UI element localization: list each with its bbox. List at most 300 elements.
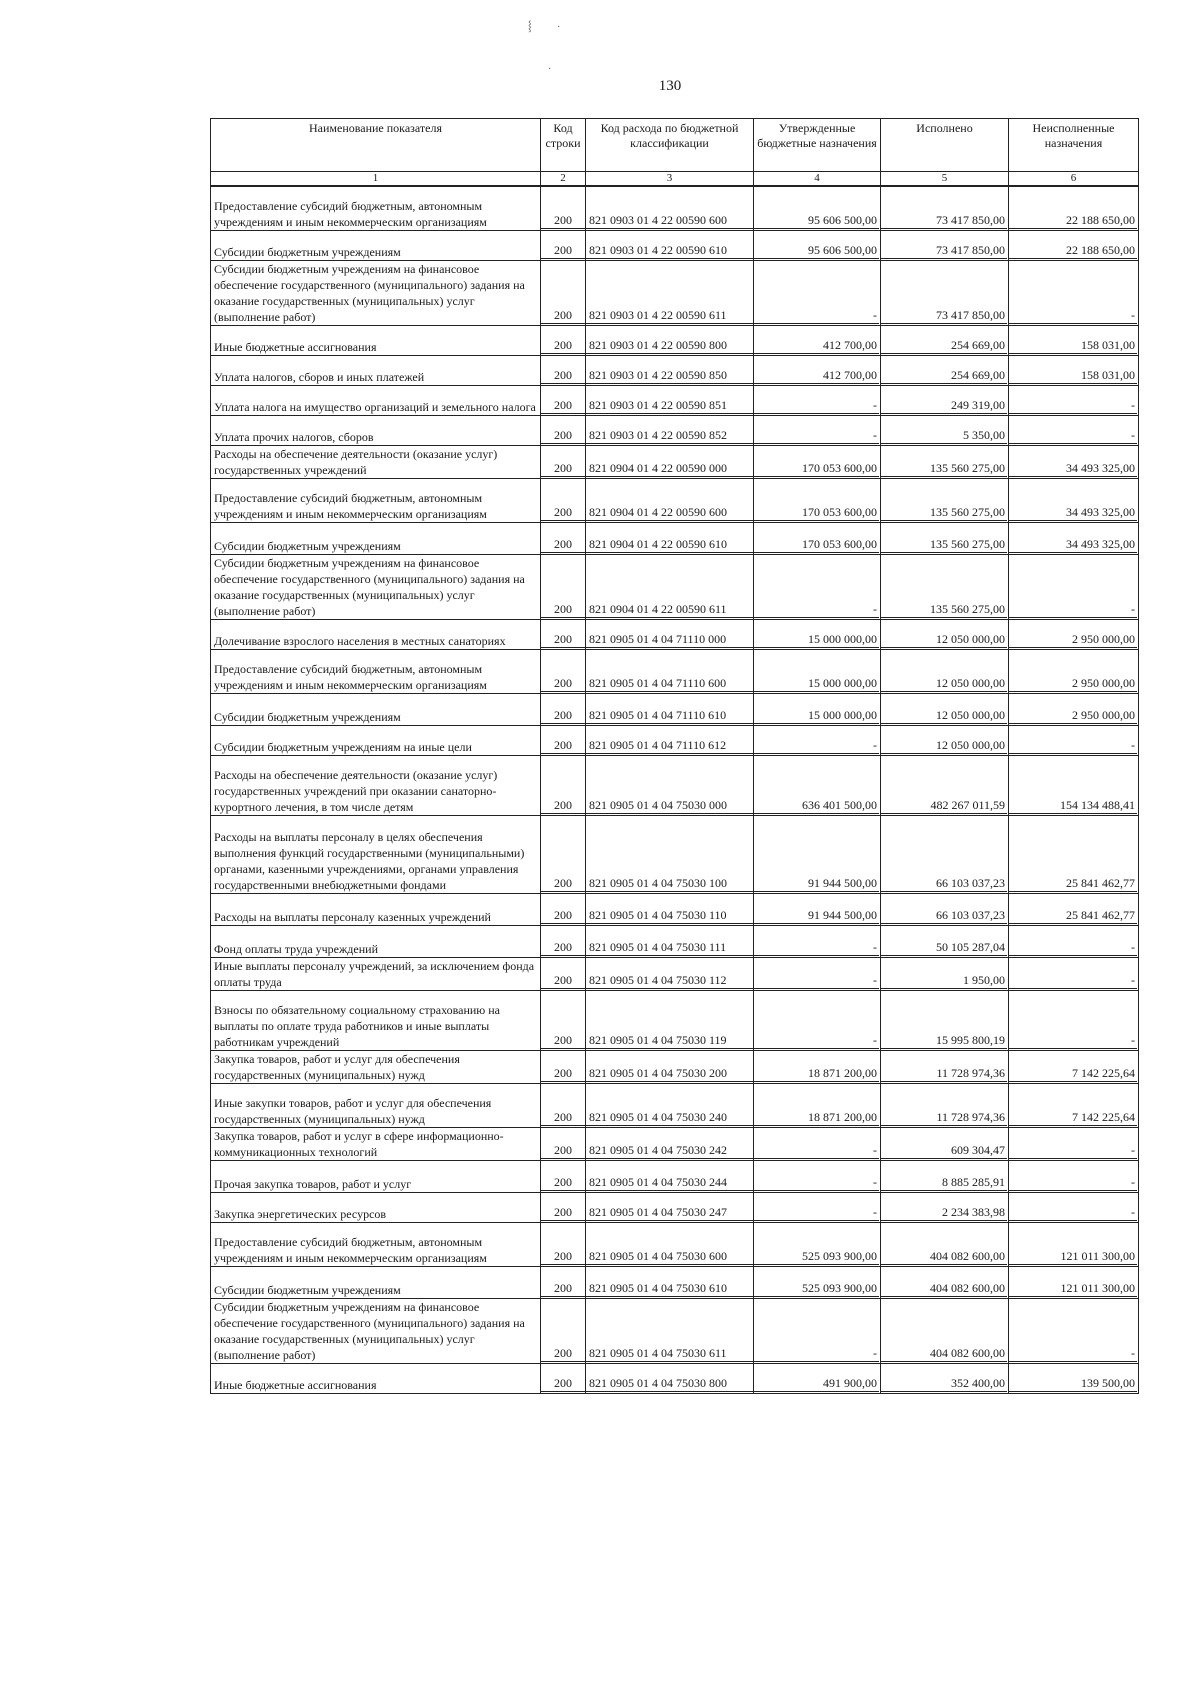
row-code: 200 <box>541 243 585 259</box>
row-executed-amount: 609 304,47 <box>881 1143 1007 1159</box>
row-unexecuted-amount: - <box>1009 1205 1137 1221</box>
row-approved-amount: 412 700,00 <box>754 338 879 354</box>
row-name: Субсидии бюджетным учреждениям <box>211 522 541 554</box>
row-unexecuted-amount-cell <box>1009 385 1139 415</box>
table-row <box>211 1127 1139 1160</box>
row-unexecuted-amount: 34 493 325,00 <box>1009 505 1137 521</box>
row-name: Долечивание взрослого населения в местных санаториях <box>211 619 541 649</box>
row-unexecuted-amount: 158 031,00 <box>1009 338 1137 354</box>
row-approved-amount: - <box>754 398 879 414</box>
row-classification-code: 821 0905 01 4 04 75030 112 <box>586 973 753 989</box>
table-row <box>211 385 1139 415</box>
row-executed-amount: 15 995 800,19 <box>881 1033 1007 1049</box>
row-classification-code: 821 0903 01 4 22 00590 610 <box>586 243 753 259</box>
row-name: Предоставление субсидий бюджетным, автономным учреждениям и иным некоммерческим организациям <box>211 478 541 522</box>
row-classification-code: 821 0905 01 4 04 75030 200 <box>586 1066 753 1082</box>
row-code-cell <box>541 957 586 990</box>
row-unexecuted-amount-cell <box>1009 1127 1139 1160</box>
table-row <box>211 445 1139 478</box>
row-unexecuted-amount: 25 841 462,77 <box>1009 908 1137 924</box>
row-name: Иные выплаты персоналу учреждений, за исключением фонда оплаты труда <box>211 957 541 990</box>
row-unexecuted-amount-cell <box>1009 1222 1139 1266</box>
row-classification-code-cell <box>586 325 754 355</box>
row-classification-code-cell <box>586 990 754 1050</box>
row-classification-code-cell <box>586 522 754 554</box>
row-code: 200 <box>541 461 585 477</box>
row-code-cell <box>541 522 586 554</box>
row-executed-amount-cell <box>881 186 1009 230</box>
row-code: 200 <box>541 505 585 521</box>
row-unexecuted-amount: - <box>1009 940 1137 956</box>
row-approved-amount-cell <box>754 478 881 522</box>
row-code: 200 <box>541 1033 585 1049</box>
row-approved-amount-cell <box>754 957 881 990</box>
row-executed-amount-cell <box>881 1222 1009 1266</box>
row-code: 200 <box>541 798 585 814</box>
row-approved-amount: 95 606 500,00 <box>754 213 879 229</box>
row-code-cell <box>541 478 586 522</box>
header-indicator-name: Наименование показателя <box>211 119 541 172</box>
row-unexecuted-amount: 7 142 225,64 <box>1009 1110 1137 1126</box>
row-approved-amount: 412 700,00 <box>754 368 879 384</box>
row-classification-code: 821 0905 01 4 04 75030 247 <box>586 1205 753 1221</box>
table-row <box>211 649 1139 693</box>
row-unexecuted-amount-cell <box>1009 415 1139 445</box>
row-code: 200 <box>541 1175 585 1191</box>
row-executed-amount: 404 082 600,00 <box>881 1249 1007 1265</box>
row-unexecuted-amount: - <box>1009 738 1137 754</box>
row-executed-amount-cell <box>881 649 1009 693</box>
row-approved-amount: 18 871 200,00 <box>754 1110 879 1126</box>
row-unexecuted-amount-cell <box>1009 693 1139 725</box>
row-approved-amount-cell <box>754 893 881 925</box>
row-approved-amount: 170 053 600,00 <box>754 461 879 477</box>
row-executed-amount-cell <box>881 554 1009 619</box>
row-executed-amount: 73 417 850,00 <box>881 243 1007 259</box>
column-number: 5 <box>881 172 1009 187</box>
row-executed-amount: 66 103 037,23 <box>881 908 1007 924</box>
row-name: Предоставление субсидий бюджетным, автономным учреждениям и иным некоммерческим организациям <box>211 1222 541 1266</box>
row-code-cell <box>541 815 586 893</box>
row-name: Иные закупки товаров, работ и услуг для обеспечения государственных (муниципальных) нужд <box>211 1083 541 1127</box>
row-name: Субсидии бюджетным учреждениям на финансовое обеспечение государственного (муниципального) задания на оказание государственных (муниципальных) услуг (выполнение работ) <box>211 260 541 325</box>
row-classification-code-cell <box>586 230 754 260</box>
table-row <box>211 1160 1139 1192</box>
row-unexecuted-amount: 121 011 300,00 <box>1009 1281 1137 1297</box>
row-classification-code-cell <box>586 925 754 957</box>
row-approved-amount-cell <box>754 1050 881 1083</box>
row-unexecuted-amount-cell <box>1009 355 1139 385</box>
row-executed-amount-cell <box>881 1192 1009 1222</box>
row-classification-code: 821 0905 01 4 04 75030 240 <box>586 1110 753 1126</box>
row-code-cell <box>541 260 586 325</box>
row-unexecuted-amount-cell <box>1009 522 1139 554</box>
row-executed-amount-cell <box>881 355 1009 385</box>
row-approved-amount: 15 000 000,00 <box>754 676 879 692</box>
row-name: Уплата прочих налогов, сборов <box>211 415 541 445</box>
row-executed-amount: 5 350,00 <box>881 428 1007 444</box>
row-approved-amount-cell <box>754 693 881 725</box>
table-row <box>211 355 1139 385</box>
row-code-cell <box>541 925 586 957</box>
row-classification-code-cell <box>586 893 754 925</box>
row-executed-amount-cell <box>881 755 1009 815</box>
header-approved: Утвержденные бюджетные назначения <box>754 119 881 172</box>
row-unexecuted-amount: 2 950 000,00 <box>1009 708 1137 724</box>
row-unexecuted-amount-cell <box>1009 1050 1139 1083</box>
row-name: Субсидии бюджетным учреждениям <box>211 230 541 260</box>
row-executed-amount: 482 267 011,59 <box>881 798 1007 814</box>
row-approved-amount-cell <box>754 755 881 815</box>
row-code-cell <box>541 445 586 478</box>
row-name: Предоставление субсидий бюджетным, автономным учреждениям и иным некоммерческим организациям <box>211 649 541 693</box>
row-name: Уплата налогов, сборов и иных платежей <box>211 355 541 385</box>
row-code: 200 <box>541 1205 585 1221</box>
table-row <box>211 260 1139 325</box>
row-executed-amount: 12 050 000,00 <box>881 676 1007 692</box>
row-executed-amount: 11 728 974,36 <box>881 1066 1007 1082</box>
row-code: 200 <box>541 1249 585 1265</box>
row-code-cell <box>541 186 586 230</box>
row-executed-amount-cell <box>881 1298 1009 1363</box>
row-unexecuted-amount: 34 493 325,00 <box>1009 461 1137 477</box>
column-number: 1 <box>211 172 541 187</box>
row-classification-code: 821 0905 01 4 04 75030 111 <box>586 940 753 956</box>
row-approved-amount: - <box>754 602 879 618</box>
row-approved-amount-cell <box>754 260 881 325</box>
row-code-cell <box>541 1083 586 1127</box>
row-unexecuted-amount-cell <box>1009 990 1139 1050</box>
row-name: Расходы на выплаты персоналу в целях обеспечения выполнения функций государственными (муниципальными) органами, казенными учреждениями, органами управления государственными внебюджетными фондами <box>211 815 541 893</box>
table-row <box>211 693 1139 725</box>
row-code: 200 <box>541 368 585 384</box>
row-unexecuted-amount: - <box>1009 428 1137 444</box>
row-approved-amount-cell <box>754 1083 881 1127</box>
row-unexecuted-amount-cell <box>1009 554 1139 619</box>
row-classification-code: 821 0904 01 4 22 00590 611 <box>586 602 753 618</box>
row-approved-amount-cell <box>754 925 881 957</box>
row-name: Расходы на обеспечение деятельности (оказание услуг) государственных учреждений <box>211 445 541 478</box>
row-code-cell <box>541 1298 586 1363</box>
row-approved-amount-cell <box>754 1363 881 1393</box>
row-classification-code-cell <box>586 478 754 522</box>
row-code-cell <box>541 693 586 725</box>
row-approved-amount: 170 053 600,00 <box>754 505 879 521</box>
row-name: Уплата налога на имущество организаций и земельного налога <box>211 385 541 415</box>
row-unexecuted-amount-cell <box>1009 1192 1139 1222</box>
row-unexecuted-amount-cell <box>1009 260 1139 325</box>
row-approved-amount: - <box>754 1205 879 1221</box>
row-name: Субсидии бюджетным учреждениям <box>211 693 541 725</box>
row-approved-amount: - <box>754 428 879 444</box>
row-approved-amount: - <box>754 1143 879 1159</box>
row-unexecuted-amount: 22 188 650,00 <box>1009 243 1137 259</box>
row-name: Предоставление субсидий бюджетным, автономным учреждениям и иным некоммерческим организациям <box>211 186 541 230</box>
row-classification-code-cell <box>586 1363 754 1393</box>
row-unexecuted-amount-cell <box>1009 445 1139 478</box>
row-approved-amount: 15 000 000,00 <box>754 708 879 724</box>
row-executed-amount-cell <box>881 1160 1009 1192</box>
table-row <box>211 755 1139 815</box>
row-unexecuted-amount: - <box>1009 308 1137 324</box>
row-unexecuted-amount: - <box>1009 1033 1137 1049</box>
budget-execution-table <box>210 118 1139 1394</box>
row-executed-amount: 66 103 037,23 <box>881 876 1007 892</box>
row-code: 200 <box>541 908 585 924</box>
column-number: 2 <box>541 172 586 187</box>
row-classification-code: 821 0903 01 4 22 00590 611 <box>586 308 753 324</box>
row-approved-amount-cell <box>754 1266 881 1298</box>
row-executed-amount-cell <box>881 1083 1009 1127</box>
row-unexecuted-amount: - <box>1009 1143 1137 1159</box>
row-approved-amount: - <box>754 738 879 754</box>
page-number: 130 <box>658 78 682 94</box>
table-row <box>211 522 1139 554</box>
row-unexecuted-amount-cell <box>1009 230 1139 260</box>
row-approved-amount-cell <box>754 619 881 649</box>
row-classification-code-cell <box>586 554 754 619</box>
row-code-cell <box>541 385 586 415</box>
row-name: Иные бюджетные ассигнования <box>211 1363 541 1393</box>
row-approved-amount-cell <box>754 649 881 693</box>
table-row <box>211 230 1139 260</box>
row-executed-amount: 254 669,00 <box>881 338 1007 354</box>
row-unexecuted-amount: 25 841 462,77 <box>1009 876 1137 892</box>
table-row <box>211 990 1139 1050</box>
row-code: 200 <box>541 1376 585 1392</box>
row-name: Расходы на выплаты персоналу казенных учреждений <box>211 893 541 925</box>
row-unexecuted-amount: 2 950 000,00 <box>1009 676 1137 692</box>
row-classification-code-cell <box>586 649 754 693</box>
row-unexecuted-amount: 7 142 225,64 <box>1009 1066 1137 1082</box>
row-classification-code: 821 0905 01 4 04 75030 110 <box>586 908 753 924</box>
row-classification-code-cell <box>586 619 754 649</box>
row-code: 200 <box>541 973 585 989</box>
row-code: 200 <box>541 213 585 229</box>
row-executed-amount: 8 885 285,91 <box>881 1175 1007 1191</box>
row-executed-amount-cell <box>881 230 1009 260</box>
table-row <box>211 415 1139 445</box>
row-executed-amount: 249 319,00 <box>881 398 1007 414</box>
row-executed-amount-cell <box>881 725 1009 755</box>
row-name: Иные бюджетные ассигнования <box>211 325 541 355</box>
row-executed-amount: 12 050 000,00 <box>881 708 1007 724</box>
row-code: 200 <box>541 1143 585 1159</box>
row-executed-amount-cell <box>881 693 1009 725</box>
row-unexecuted-amount: 154 134 488,41 <box>1009 798 1137 814</box>
row-classification-code-cell <box>586 1266 754 1298</box>
row-classification-code-cell <box>586 186 754 230</box>
row-classification-code: 821 0905 01 4 04 71110 610 <box>586 708 753 724</box>
row-approved-amount: - <box>754 308 879 324</box>
row-code-cell <box>541 1222 586 1266</box>
table-row <box>211 478 1139 522</box>
row-classification-code-cell <box>586 1160 754 1192</box>
table-row <box>211 725 1139 755</box>
row-code: 200 <box>541 1066 585 1082</box>
row-code-cell <box>541 893 586 925</box>
row-executed-amount: 135 560 275,00 <box>881 505 1007 521</box>
row-unexecuted-amount: 139 500,00 <box>1009 1376 1137 1392</box>
row-classification-code-cell <box>586 1050 754 1083</box>
row-name: Закупка товаров, работ и услуг в сфере информационно-коммуникационных технологий <box>211 1127 541 1160</box>
row-classification-code-cell <box>586 1127 754 1160</box>
row-approved-amount-cell <box>754 325 881 355</box>
row-classification-code-cell <box>586 957 754 990</box>
row-code: 200 <box>541 632 585 648</box>
row-code-cell <box>541 725 586 755</box>
row-unexecuted-amount-cell <box>1009 755 1139 815</box>
row-name: Субсидии бюджетным учреждениям на иные цели <box>211 725 541 755</box>
row-code: 200 <box>541 537 585 553</box>
row-code-cell <box>541 415 586 445</box>
row-classification-code-cell <box>586 725 754 755</box>
row-code-cell <box>541 1363 586 1393</box>
row-executed-amount-cell <box>881 260 1009 325</box>
row-classification-code-cell <box>586 415 754 445</box>
row-code: 200 <box>541 1110 585 1126</box>
row-unexecuted-amount-cell <box>1009 815 1139 893</box>
row-code: 200 <box>541 876 585 892</box>
row-approved-amount-cell <box>754 725 881 755</box>
row-executed-amount: 135 560 275,00 <box>881 602 1007 618</box>
row-name: Прочая закупка товаров, работ и услуг <box>211 1160 541 1192</box>
row-unexecuted-amount-cell <box>1009 186 1139 230</box>
scan-mark: · <box>557 22 561 33</box>
row-executed-amount-cell <box>881 619 1009 649</box>
row-classification-code: 821 0903 01 4 22 00590 600 <box>586 213 753 229</box>
row-executed-amount: 2 234 383,98 <box>881 1205 1007 1221</box>
row-code-cell <box>541 649 586 693</box>
row-unexecuted-amount: 158 031,00 <box>1009 368 1137 384</box>
row-approved-amount-cell <box>754 990 881 1050</box>
row-approved-amount-cell <box>754 415 881 445</box>
row-approved-amount: 636 401 500,00 <box>754 798 879 814</box>
row-unexecuted-amount-cell <box>1009 1298 1139 1363</box>
row-code-cell <box>541 619 586 649</box>
row-code-cell <box>541 1160 586 1192</box>
row-classification-code: 821 0905 01 4 04 75030 119 <box>586 1033 753 1049</box>
row-unexecuted-amount-cell <box>1009 1363 1139 1393</box>
row-code-cell <box>541 554 586 619</box>
row-name: Расходы на обеспечение деятельности (оказание услуг) государственных учреждений при оказании санаторно-курортного лечения, в том числе детям <box>211 755 541 815</box>
row-classification-code: 821 0905 01 4 04 71110 612 <box>586 738 753 754</box>
row-executed-amount-cell <box>881 1127 1009 1160</box>
row-unexecuted-amount: - <box>1009 973 1137 989</box>
row-classification-code-cell <box>586 1192 754 1222</box>
row-code-cell <box>541 1266 586 1298</box>
row-approved-amount-cell <box>754 1222 881 1266</box>
row-classification-code: 821 0903 01 4 22 00590 852 <box>586 428 753 444</box>
row-approved-amount: 18 871 200,00 <box>754 1066 879 1082</box>
row-classification-code: 821 0904 01 4 22 00590 600 <box>586 505 753 521</box>
row-unexecuted-amount: - <box>1009 1175 1137 1191</box>
row-approved-amount-cell <box>754 1298 881 1363</box>
row-code: 200 <box>541 708 585 724</box>
row-approved-amount: 170 053 600,00 <box>754 537 879 553</box>
row-name: Закупка товаров, работ и услуг для обеспечения государственных (муниципальных) нужд <box>211 1050 541 1083</box>
row-approved-amount-cell <box>754 186 881 230</box>
table-row <box>211 186 1139 230</box>
row-code-cell <box>541 1192 586 1222</box>
row-executed-amount: 135 560 275,00 <box>881 461 1007 477</box>
row-unexecuted-amount-cell <box>1009 957 1139 990</box>
row-name: Субсидии бюджетным учреждениям на финансовое обеспечение государственного (муниципального) задания на оказание государственных (муниципальных) услуг (выполнение работ) <box>211 554 541 619</box>
row-code: 200 <box>541 1281 585 1297</box>
row-approved-amount-cell <box>754 385 881 415</box>
row-executed-amount-cell <box>881 325 1009 355</box>
row-executed-amount: 1 950,00 <box>881 973 1007 989</box>
row-classification-code: 821 0905 01 4 04 75030 610 <box>586 1281 753 1297</box>
row-executed-amount-cell <box>881 478 1009 522</box>
row-classification-code: 821 0905 01 4 04 75030 600 <box>586 1249 753 1265</box>
row-code: 200 <box>541 308 585 324</box>
table-row <box>211 1363 1139 1393</box>
row-classification-code: 821 0905 01 4 04 75030 242 <box>586 1143 753 1159</box>
table-row <box>211 1298 1139 1363</box>
row-code: 200 <box>541 676 585 692</box>
row-classification-code: 821 0905 01 4 04 75030 100 <box>586 876 753 892</box>
row-unexecuted-amount: 121 011 300,00 <box>1009 1249 1137 1265</box>
row-approved-amount-cell <box>754 1160 881 1192</box>
row-approved-amount-cell <box>754 815 881 893</box>
row-unexecuted-amount-cell <box>1009 325 1139 355</box>
row-executed-amount-cell <box>881 893 1009 925</box>
scan-mark: ⸾ <box>528 21 532 32</box>
row-classification-code: 821 0905 01 4 04 71110 000 <box>586 632 753 648</box>
table-row <box>211 619 1139 649</box>
header-unexecuted: Неисполненные назначения <box>1009 119 1139 172</box>
row-executed-amount: 352 400,00 <box>881 1376 1007 1392</box>
table-row <box>211 554 1139 619</box>
table-row <box>211 1083 1139 1127</box>
row-code-cell <box>541 230 586 260</box>
row-classification-code: 821 0904 01 4 22 00590 610 <box>586 537 753 553</box>
row-classification-code-cell <box>586 693 754 725</box>
row-classification-code: 821 0905 01 4 04 75030 611 <box>586 1346 753 1362</box>
row-approved-amount: - <box>754 973 879 989</box>
row-code-cell <box>541 1127 586 1160</box>
row-executed-amount: 254 669,00 <box>881 368 1007 384</box>
table-row <box>211 1222 1139 1266</box>
row-approved-amount: 525 093 900,00 <box>754 1281 879 1297</box>
row-classification-code-cell <box>586 260 754 325</box>
row-unexecuted-amount-cell <box>1009 725 1139 755</box>
row-approved-amount: 95 606 500,00 <box>754 243 879 259</box>
row-executed-amount: 404 082 600,00 <box>881 1346 1007 1362</box>
row-executed-amount: 73 417 850,00 <box>881 308 1007 324</box>
row-classification-code-cell <box>586 755 754 815</box>
row-executed-amount-cell <box>881 385 1009 415</box>
row-classification-code: 821 0905 01 4 04 75030 800 <box>586 1376 753 1392</box>
column-number: 3 <box>586 172 754 187</box>
row-unexecuted-amount-cell <box>1009 1083 1139 1127</box>
row-code-cell <box>541 755 586 815</box>
row-name: Субсидии бюджетным учреждениям на финансовое обеспечение государственного (муниципального) задания на оказание государственных (муниципальных) услуг (выполнение работ) <box>211 1298 541 1363</box>
row-name: Закупка энергетических ресурсов <box>211 1192 541 1222</box>
column-number: 6 <box>1009 172 1139 187</box>
row-executed-amount: 11 728 974,36 <box>881 1110 1007 1126</box>
row-code: 200 <box>541 602 585 618</box>
row-executed-amount-cell <box>881 815 1009 893</box>
header-row-code: Код строки <box>541 119 586 172</box>
row-executed-amount: 135 560 275,00 <box>881 537 1007 553</box>
row-executed-amount-cell <box>881 522 1009 554</box>
row-approved-amount-cell <box>754 554 881 619</box>
row-classification-code: 821 0903 01 4 22 00590 800 <box>586 338 753 354</box>
row-unexecuted-amount: - <box>1009 602 1137 618</box>
row-name: Фонд оплаты труда учреждений <box>211 925 541 957</box>
